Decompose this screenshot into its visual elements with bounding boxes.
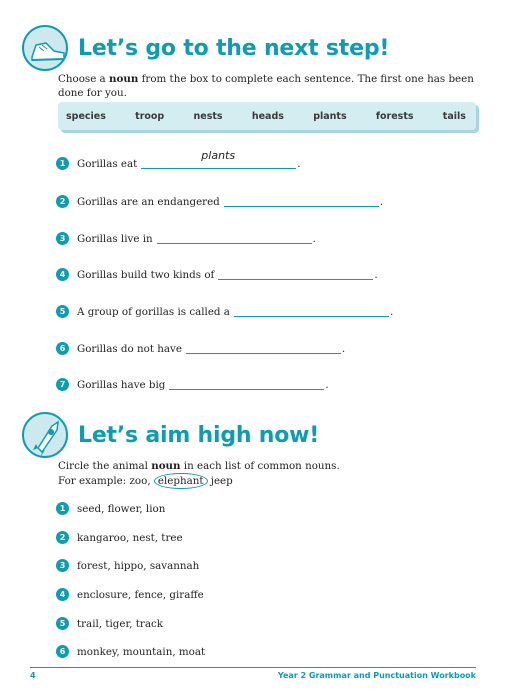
answer-line[interactable] <box>169 380 324 390</box>
item-number: 3 <box>56 232 69 245</box>
item-number: 4 <box>56 268 69 281</box>
noun-list-item-1 <box>56 502 165 515</box>
word-box-item: plants <box>313 110 347 122</box>
word-box <box>58 102 476 130</box>
noun-list-item-4 <box>56 588 204 601</box>
word-box-item: forests <box>375 110 414 122</box>
section1-title: Let’s go to the next step! <box>78 35 390 61</box>
sentence-item-7: 7 Gorillas have big . <box>56 378 329 391</box>
sneaker-icon <box>22 25 68 71</box>
noun-list-text[interactable]: seed, flower, lion <box>77 502 166 515</box>
page-number: 4 <box>30 671 36 680</box>
sentence-text: Gorillas build two kinds of <box>77 268 215 281</box>
item-number: 5 <box>56 617 69 630</box>
item-number: 1 <box>56 502 69 515</box>
item-number: 1 <box>56 157 69 170</box>
answer-line[interactable] <box>224 197 379 207</box>
item-number: 5 <box>56 305 69 318</box>
sentence-text: Gorillas eat <box>77 157 138 170</box>
sentence-item-4: 4 Gorillas build two kinds of . <box>56 268 378 281</box>
answer-line[interactable] <box>186 344 341 354</box>
page-footer <box>30 667 476 680</box>
circled-example-word: elephant <box>154 473 208 489</box>
rocket-icon <box>22 412 68 458</box>
sentence-item-2: 2 Gorillas are an endangered . <box>56 195 383 208</box>
item-number: 2 <box>56 531 69 544</box>
noun-list-item-3 <box>56 559 199 572</box>
noun-list-text[interactable]: enclosure, fence, giraffe <box>77 588 204 601</box>
word-box-item: nests <box>193 110 223 122</box>
section1-header <box>22 25 389 71</box>
section2-example: For example: zoo, elephant jeep <box>58 475 233 487</box>
word-box-item: tails <box>442 110 466 122</box>
noun-list-text[interactable]: monkey, mountain, moat <box>77 645 206 658</box>
word-box-item: heads <box>251 110 284 122</box>
section1-instruction: Choose a noun from the box to complete each sentence. The first one has been done for you. <box>58 73 474 99</box>
sentence-item-1: 1 Gorillas eat plants . <box>56 157 301 170</box>
section2-instruction: Circle the animal noun in each list of common nouns. <box>58 460 340 472</box>
sentence-text: Gorillas live in <box>77 232 153 245</box>
word-box-item: troop <box>135 110 165 122</box>
answer-line[interactable] <box>157 234 312 244</box>
sentence-text: Gorillas do not have <box>77 342 182 355</box>
item-number: 4 <box>56 588 69 601</box>
answer-line[interactable] <box>234 307 389 317</box>
item-number: 6 <box>56 342 69 355</box>
answer-line[interactable] <box>218 270 373 280</box>
section2-header <box>22 412 319 458</box>
word-box-item: species <box>66 110 106 122</box>
handwritten-answer: plants <box>201 148 236 162</box>
book-title: Year 2 Grammar and Punctuation Workbook <box>277 671 476 680</box>
sentence-text: Gorillas are an endangered <box>77 195 220 208</box>
noun-list-text[interactable]: kangaroo, nest, tree <box>77 531 183 544</box>
section2-title: Let’s aim high now! <box>78 422 320 448</box>
sentence-text: A group of gorillas is called a <box>77 305 230 318</box>
sentence-item-6: 6 Gorillas do not have . <box>56 342 345 355</box>
sentence-text: Gorillas have big <box>77 378 166 391</box>
item-number: 3 <box>56 559 69 572</box>
sentence-item-5: 5 A group of gorillas is called a . <box>56 305 393 318</box>
noun-list-text[interactable]: trail, tiger, track <box>77 617 163 630</box>
item-number: 6 <box>56 645 69 658</box>
noun-list-text[interactable]: forest, hippo, savannah <box>77 559 200 572</box>
noun-list-item-2 <box>56 531 183 544</box>
noun-list-item-5 <box>56 617 163 630</box>
item-number: 7 <box>56 378 69 391</box>
item-number: 2 <box>56 195 69 208</box>
noun-list-item-6 <box>56 645 205 658</box>
sentence-item-3: 3 Gorillas live in . <box>56 232 316 245</box>
